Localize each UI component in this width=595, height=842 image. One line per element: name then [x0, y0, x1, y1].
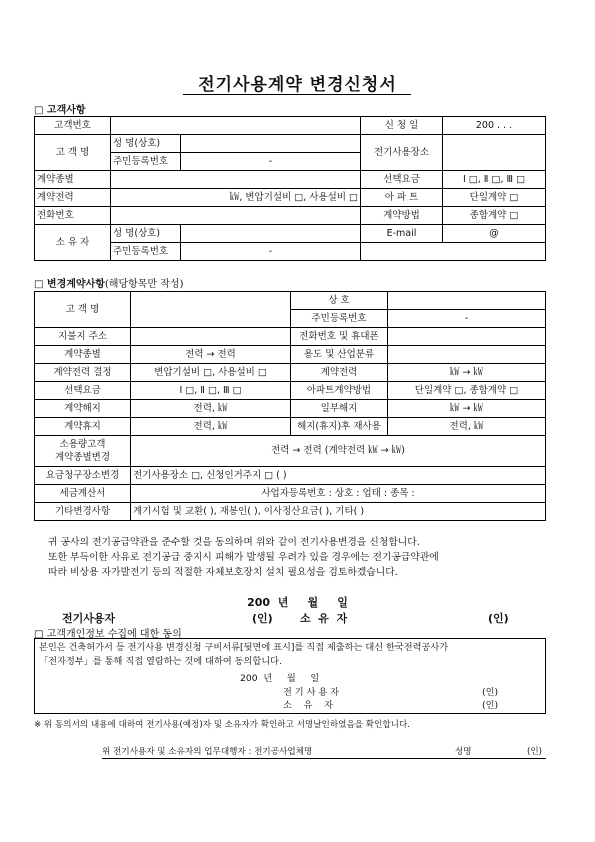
signature-user-seal[interactable]: (인)	[252, 612, 273, 625]
customer-no-field[interactable]	[111, 117, 361, 135]
usage-industry-label: 용도 및 산업분류	[291, 346, 388, 364]
page-title: 전기사용계약 변경신청서	[198, 75, 397, 95]
consent-line-1: 본인은 건축허가서 등 전기사용 변경신청 구비서류[뒷면에 표시]를 직접 제출하는 대신 한국전력공사가	[39, 642, 449, 653]
application-date-field[interactable]: 200 . . .	[443, 117, 546, 135]
partial-termination-label: 일부해지	[291, 400, 388, 418]
small-customer-label	[35, 436, 131, 467]
other-changes-field[interactable]: 계기시험 및 교환( ), 재봉인( ), 이사정산요금( ), 기타( )	[131, 503, 546, 521]
title-underline	[183, 94, 411, 95]
notice-line-3: 따라 비상용 자가발전기 등의 적절한 자체보호장치 설치 필요성을 검토하겠습니다.	[48, 567, 398, 578]
section2-heading	[34, 275, 184, 290]
new-customer-name-label: 고 객 명	[35, 292, 131, 328]
change-contract-table	[34, 291, 546, 521]
phone-no-field[interactable]	[111, 207, 361, 225]
small-customer-line1: 소용량고객	[59, 439, 106, 450]
consent-date: 200 년 월 일	[240, 673, 320, 684]
name-company-label: 성 명(상호)	[111, 135, 181, 153]
consent-line-2: 「전자정부」를 통해 직접 열람하는 것에 대하여 동의합니다.	[39, 656, 282, 667]
billing-address-change-field[interactable]: 전기사용장소 □, 신청인거주지 □ ( )	[131, 467, 546, 485]
new-customer-name-field[interactable]	[131, 292, 291, 328]
name-company-field[interactable]	[181, 135, 361, 153]
footer-seal[interactable]: (인)	[527, 747, 543, 757]
bill-address-field[interactable]	[131, 328, 291, 346]
contract-type-change-field[interactable]: 전력 → 전력	[131, 346, 291, 364]
customer-info-table	[34, 116, 546, 261]
equipment-choice-checkboxes[interactable]: 변압기설비 □, 사용설비 □	[131, 364, 291, 382]
signature-owner-seal[interactable]: (인)	[488, 612, 509, 625]
resume-after-label: 해지(휴지)후 재사용	[291, 418, 388, 436]
new-contract-type-label: 계약종별	[35, 346, 131, 364]
apartment-method-checkboxes[interactable]: 단일계약 □, 종합계약 □	[388, 382, 546, 400]
partial-termination-field[interactable]: ㎾ → ㎾	[388, 400, 546, 418]
single-contract-checkbox[interactable]: 단일계약 □	[443, 189, 546, 207]
new-rate-choice-checkboxes[interactable]: Ⅰ □, Ⅱ □, Ⅲ □	[131, 382, 291, 400]
other-changes-label: 기타변경사항	[35, 503, 131, 521]
contract-power-change-field[interactable]: ㎾ → ㎾	[388, 364, 546, 382]
usage-place-field[interactable]	[443, 135, 546, 171]
section2-heading-note: (해당항목만 작성)	[104, 279, 184, 290]
usage-place-label: 전기사용장소	[361, 135, 443, 171]
owner-resident-no-label: 주민등록번호	[111, 243, 181, 261]
consent-owner-label: 소 유 자	[283, 700, 333, 711]
new-rate-choice-label: 선택요금	[35, 382, 131, 400]
apartment-method-label: 아파트계약방법	[291, 382, 388, 400]
consent-user-label: 전 기 사 용 자	[283, 687, 340, 698]
footer-name-label: 성명	[455, 747, 472, 757]
email-label: E-mail	[361, 225, 443, 243]
owner-name-company-label: 성 명(상호)	[111, 225, 181, 243]
footer-agent-line: 위 전기사용자 및 소유자의 업무대행자 : 전기공사업체명	[102, 747, 313, 757]
signature-owner-label: 소 유 자	[300, 612, 348, 625]
notice-line-2: 또한 부득이한 사유로 전기공급 중지시 피해가 발생될 우려가 있을 경우에는 전기공급약관에	[48, 552, 439, 563]
footer-note: ※ 위 동의서의 내용에 대하여 전기사용(예정)자 및 소유자가 확인하고 서명날인하였음을 확인합니다.	[34, 720, 411, 730]
new-resident-no-label: 주민등록번호	[291, 310, 388, 328]
signature-date: 200 년 월 일	[247, 596, 348, 609]
resident-no-field[interactable]: -	[181, 153, 361, 171]
section2-heading-text: □ 변경계약사항	[34, 279, 105, 290]
contract-power-label: 계약전력	[35, 189, 111, 207]
phone-mobile-label: 전화번호 및 휴대폰	[291, 328, 388, 346]
combined-contract-checkbox[interactable]: 종합계약 □	[443, 207, 546, 225]
apartment-label: 아 파 트	[361, 189, 443, 207]
consent-heading: □ 고객개인정보 수집에 대한 동의	[34, 629, 182, 640]
email-field[interactable]: @	[443, 225, 546, 243]
phone-no-label: 전화번호	[35, 207, 111, 225]
contract-type-field[interactable]	[111, 171, 361, 189]
customer-name-label: 고 객 명	[35, 135, 111, 171]
consent-owner-seal[interactable]: (인)	[482, 700, 499, 711]
contract-power-decision-label: 계약전력 결정	[35, 364, 131, 382]
new-contract-power-label: 계약전력	[291, 364, 388, 382]
contract-termination-label: 계약해지	[35, 400, 131, 418]
consent-user-seal[interactable]: (인)	[482, 687, 499, 698]
footer-underline	[102, 758, 546, 759]
phone-mobile-field[interactable]	[388, 328, 546, 346]
customer-no-label: 고객번호	[35, 117, 111, 135]
contract-suspension-field[interactable]: 전력, ㎾	[131, 418, 291, 436]
tax-invoice-label: 세금계산서	[35, 485, 131, 503]
owner-resident-no-field[interactable]: -	[181, 243, 361, 261]
application-date-label: 신 청 일	[361, 117, 443, 135]
company-label: 상 호	[291, 292, 388, 310]
notice-line-1: 귀 공사의 전기공급약관을 준수할 것을 동의하며 위와 같이 전기사용변경을 신청합니다.	[48, 537, 420, 548]
contract-termination-field[interactable]: 전력, ㎾	[131, 400, 291, 418]
resume-after-field[interactable]: 전력, ㎾	[388, 418, 546, 436]
contract-type-label: 계약종별	[35, 171, 111, 189]
usage-industry-field[interactable]	[388, 346, 546, 364]
rate-choice-label: 선택요금	[361, 171, 443, 189]
small-customer-change-field[interactable]: 전력 → 전력 (계약전력 ㎾ → ㎾)	[131, 436, 546, 467]
signature-user-label: 전기사용자	[62, 612, 116, 625]
small-customer-line2: 계약종별변경	[54, 452, 111, 463]
bill-address-label: 지불지 주소	[35, 328, 131, 346]
owner-name-field[interactable]	[181, 225, 361, 243]
section1-heading: □ 고객사항	[34, 105, 86, 116]
contract-power-field[interactable]: ㎾, 변압기설비 □, 사용설비 □	[111, 189, 361, 207]
contract-suspension-label: 계약휴지	[35, 418, 131, 436]
new-resident-no-field[interactable]: -	[388, 310, 546, 328]
tax-invoice-field[interactable]: 사업자등록번호 : 상호 : 업태 : 종목 :	[131, 485, 546, 503]
contract-method-label: 계약방법	[361, 207, 443, 225]
billing-address-change-label: 요금청구장소변경	[35, 467, 131, 485]
company-field[interactable]	[388, 292, 546, 310]
resident-no-label: 주민등록번호	[111, 153, 181, 171]
owner-extra-field[interactable]	[361, 243, 546, 261]
rate-choice-checkboxes[interactable]: Ⅰ □, Ⅱ □, Ⅲ □	[443, 171, 546, 189]
owner-label: 소 유 자	[35, 225, 111, 261]
